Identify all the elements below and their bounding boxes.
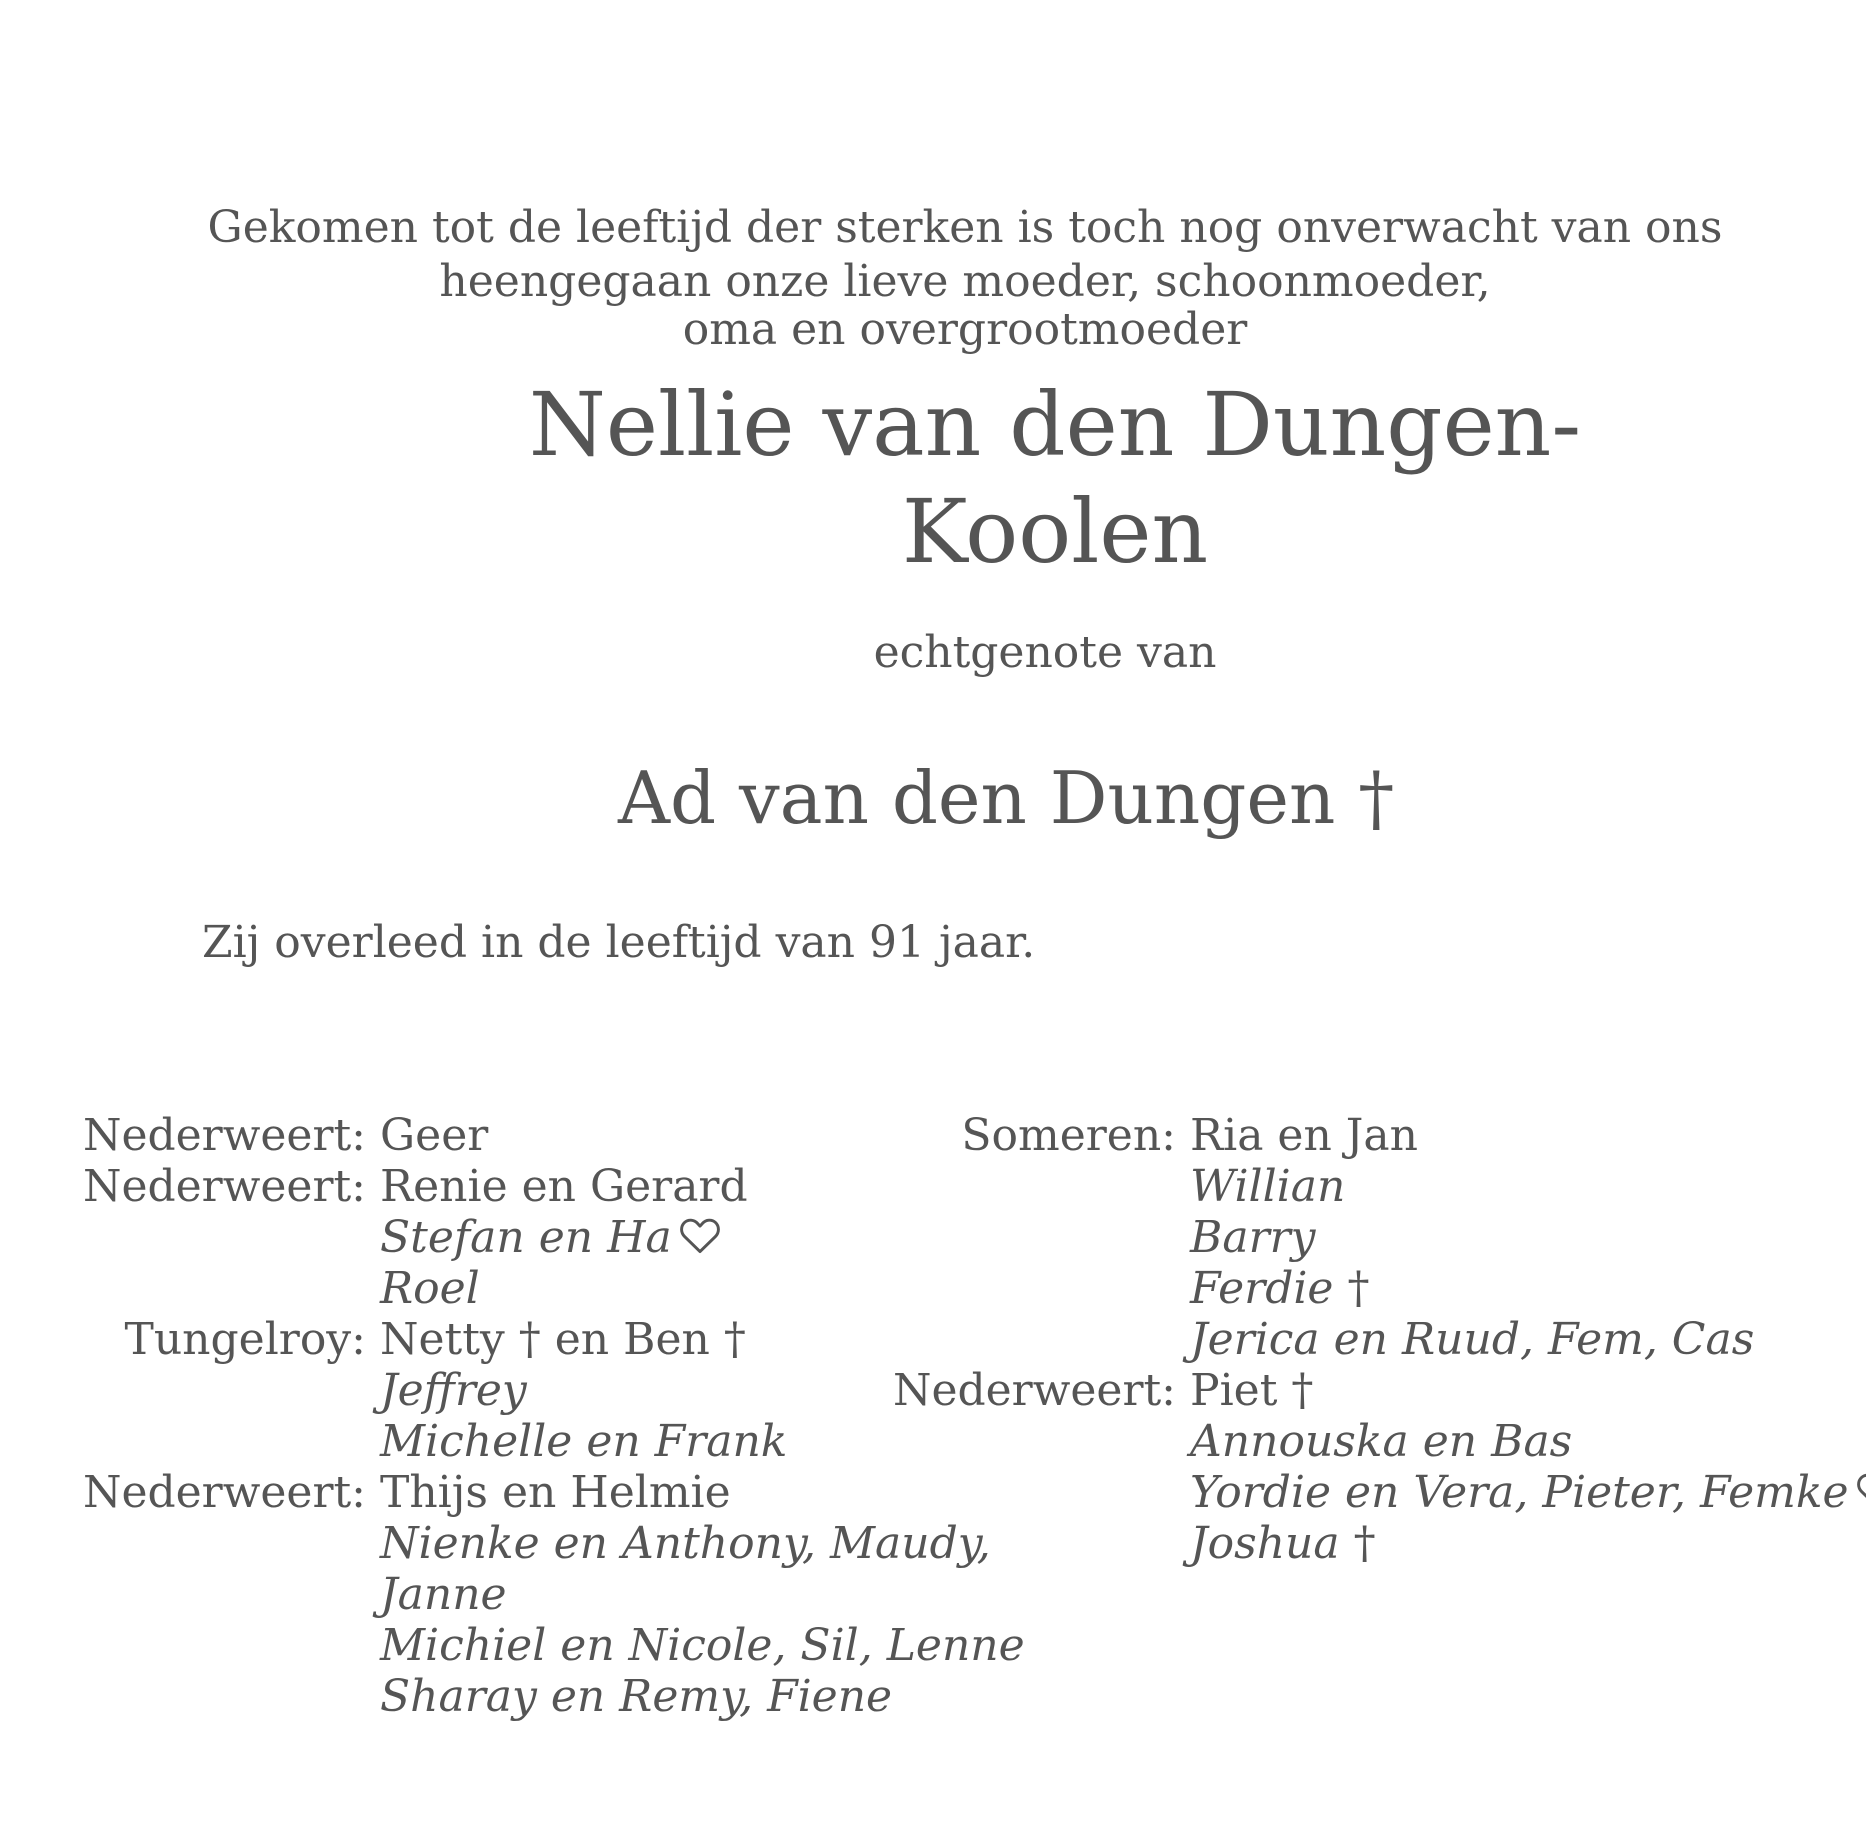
family-name-line xyxy=(1190,1264,1369,1314)
family-name: Piet xyxy=(1190,1365,1278,1416)
spouse-name: Ad van den Dungen xyxy=(618,756,1336,840)
family-name: Thijs en Helmie xyxy=(380,1467,731,1518)
family-name: Ria en Jan xyxy=(1190,1110,1418,1161)
intro-line-1: Gekomen tot de leeftijd der sterken is toch nog onverwacht van ons xyxy=(207,202,1723,253)
family-place: Nederweert: xyxy=(82,1110,366,1161)
family-name: Sharay en Remy, Fiene xyxy=(380,1671,893,1722)
family-place: Nederweert: xyxy=(892,1365,1176,1416)
family-name: Yordie en Vera, Pieter, Femke xyxy=(1190,1467,1849,1518)
intro-line-3: oma en overgrootmoeder xyxy=(682,304,1248,355)
family-place: Tungelroy: xyxy=(124,1314,366,1365)
dagger-icon: † xyxy=(1353,1518,1376,1569)
dagger-icon: † xyxy=(1358,756,1395,840)
family-name: Janne xyxy=(380,1569,507,1620)
family-name-line xyxy=(1190,1468,1866,1518)
family-name: Ferdie xyxy=(1190,1263,1334,1314)
family-name-line xyxy=(1190,1519,1376,1569)
deceased-name-line-1: Nellie van den Dungen- xyxy=(528,373,1582,476)
family-name: Willian xyxy=(1190,1161,1346,1212)
dagger-icon: † xyxy=(1291,1365,1314,1416)
family-name: Renie en Gerard xyxy=(380,1161,748,1212)
family-name: Michiel en Nicole, Sil, Lenne xyxy=(380,1620,1025,1671)
family-place: Someren: xyxy=(961,1110,1176,1161)
heart-outline-icon xyxy=(1855,1469,1866,1513)
spouse-name-line xyxy=(618,756,1394,840)
family-name: Netty xyxy=(380,1314,505,1365)
family-name: Stefan en Ha xyxy=(380,1212,672,1263)
family-name: Barry xyxy=(1190,1212,1316,1263)
family-name: en Ben xyxy=(540,1314,710,1365)
family-name: Jerica en Ruud, Fem, Cas xyxy=(1190,1314,1755,1365)
family-name: Annouska en Bas xyxy=(1190,1416,1573,1467)
intro-line-2: heengegaan onze lieve moeder, schoonmoeder, xyxy=(439,256,1491,307)
dagger-icon: † xyxy=(1347,1263,1370,1314)
family-name: Roel xyxy=(380,1263,480,1314)
age-line: Zij overleed in de leeftijd van 91 jaar. xyxy=(202,917,1036,968)
family-place: Nederweert: xyxy=(82,1161,366,1212)
family-place: Nederweert: xyxy=(82,1467,366,1518)
dagger-icon: † xyxy=(723,1314,746,1365)
family-name: Geer xyxy=(380,1110,489,1161)
dagger-icon: † xyxy=(518,1314,541,1365)
family-name-line xyxy=(1190,1366,1313,1416)
family-name: Joshua xyxy=(1190,1518,1340,1569)
family-name: Jeffrey xyxy=(380,1365,527,1416)
family-name-line xyxy=(380,1315,746,1365)
family-name: Nienke en Anthony, Maudy, xyxy=(380,1518,991,1569)
heart-outline-icon xyxy=(678,1214,722,1258)
spouse-label: echtgenote van xyxy=(873,627,1217,678)
deceased-name-line-2: Koolen xyxy=(901,480,1209,583)
family-name: Michelle en Frank xyxy=(380,1416,788,1467)
family-name-line xyxy=(380,1213,722,1263)
